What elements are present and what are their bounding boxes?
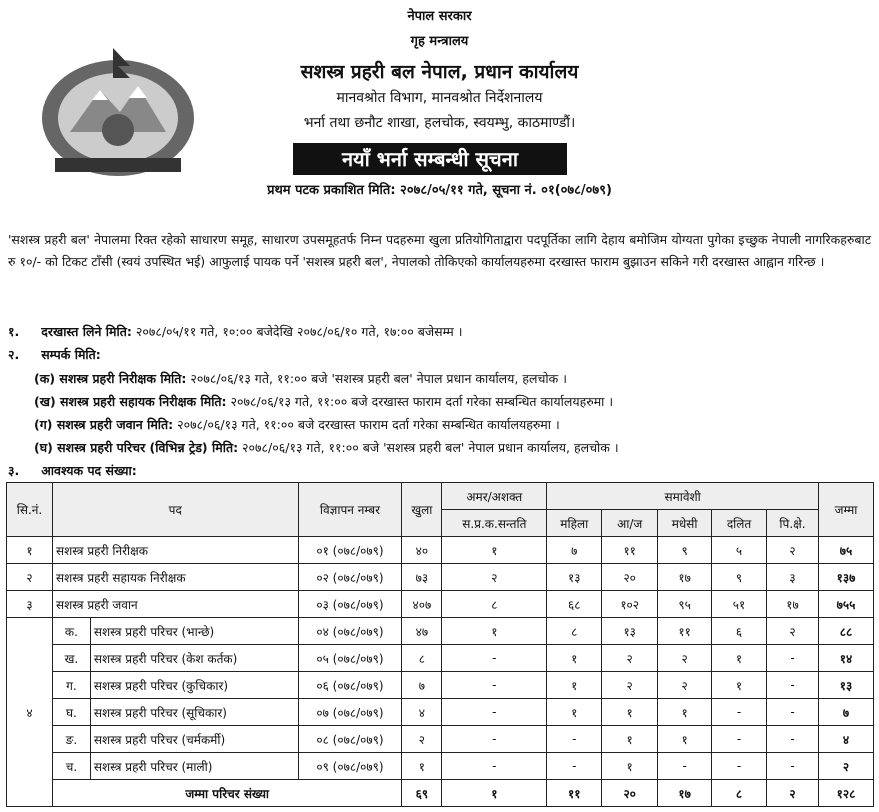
notice-title: नयाँ भर्ना सम्बन्धी सूचना [293, 143, 567, 175]
item-2c: (ग) सशस्त्र प्रहरी जवान मिति: २०७८/०६/१३ गते, ११:०० बजे दरखास्त फाराम दर्ता गरेका सम्बन्धित कार्यालयहरुमा । [34, 417, 560, 432]
posts-table [6, 482, 874, 807]
header-amar-sub: स.प्र.क.सन्तति [442, 510, 547, 537]
header-amar: अमर/अशक्त [442, 483, 547, 510]
table-row: ग. सशस्त्र प्रहरी परिचर (कुचिकार) ०६ (०७८/०७९) ७ - १ २ २ १ - १३ [7, 672, 874, 699]
nepal-emblem-logo [30, 40, 206, 182]
table-row: ख. सशस्त्र प्रहरी परिचर (केश कर्तक) ०५ (०७८/०७९) ८ - १ २ २ १ - १४ [7, 645, 874, 672]
header-sn: सि.नं. [7, 483, 53, 537]
department: मानवश्रोत विभाग, मानवश्रोत निर्देशनालय [336, 90, 543, 106]
item-3: ३. आवश्यक पद संख्या: [8, 463, 137, 478]
header-dalit: दलित [712, 510, 767, 537]
header-madhesi: मधेसी [658, 510, 712, 537]
intro-paragraph: 'सशस्त्र प्रहरी बल' नेपालमा रिक्त रहेको साधारण समूह, साधारण उपसमूहतर्फ निम्न पदहरुमा खुला प्रतियोगिताद्वारा पदपूर्तिका लागि देहाय बमोजिम योग्यता पुगेका इच्छुक नेपाली नागरिकहरुबाट रु १०/- को टिकट टाँसी (स्वयं उपस्थित भई) आफुलाई पायक पर्ने 'सशस्त्र प्रहरी बल', नेपालको तोकिएको कार्यालयहरुमा दरखास्त फाराम बुझाउन सकिने गरी दरखास्त आह्वान गरिन्छ । [8, 232, 871, 269]
publication-line: प्रथम पटक प्रकाशित मिति: २०७८/०५/११ गते, सूचना नं. ०१(०७८/०७९) [267, 183, 612, 198]
item-2b: (ख) सशस्त्र प्रहरी सहायक निरीक्षक मिति: २०७८/०६/१३ गते, ११:०० बजे दरखास्त फाराम दर्ता गरेका सम्बन्धित कार्यालयहरुमा । [34, 394, 614, 409]
table-row: २ सशस्त्र प्रहरी सहायक निरीक्षक ०२ (०७८/०७९) ७३ २ १३ २० १७ ९ ३ १३७ [7, 564, 874, 591]
total-row: जम्मा परिचर संख्या ६९ १ ११ २० १७ ८ २ १२८ [7, 780, 874, 807]
header-inclusive: समावेशी [547, 483, 819, 510]
branch-address: भर्ना तथा छनौट शाखा, हलचोक, स्वयम्भु, काठमाण्डौं। [303, 115, 576, 131]
header-women: महिला [547, 510, 602, 537]
table-row: ३ सशस्त्र प्रहरी जवान ०३ (०७८/०७९) ४०७ ८ ६८ १०२ ९५ ५१ १७ ७५५ [7, 591, 874, 618]
item-2d: (घ) सशस्त्र प्रहरी परिचर (विभिन्न ट्रेड) मिति: २०७८/०६/१३ गते, ११:०० बजे 'सशस्त्र प्रहरी बल' नेपाल प्रधान कार्यालय, हलचोक । [34, 440, 619, 455]
table-row: च. सशस्त्र प्रहरी परिचर (माली) ०९ (०७८/०७९) १ - - १ - - - २ [7, 753, 874, 780]
item-2a: (क) सशस्त्र प्रहरी निरीक्षक मिति: २०७८/०६/१३ गते, ११:०० बजे 'सशस्त्र प्रहरी बल' नेपाल प्रधान कार्यालय, हलचोक । [34, 371, 567, 386]
header-aj: आ/ज [602, 510, 658, 537]
header-line-1: नेपाल सरकार [407, 9, 472, 24]
header-adv-number: विज्ञापन नम्बर [298, 483, 402, 537]
table-row: ४ क. सशस्त्र प्रहरी परिचर (भान्छे) ०४ (०७८/०७९) ४७ १ ८ १३ ११ ६ २ ८८ [7, 618, 874, 645]
header-total: जम्मा [818, 483, 873, 537]
header-open: खुला [402, 483, 442, 537]
item-2: २. सम्पर्क मिति: [8, 347, 101, 362]
header-pk: पि.क्षे. [767, 510, 819, 537]
table-row: घ. सशस्त्र प्रहरी परिचर (सूचिकार) ०७ (०७८/०७९) ४ - १ १ १ - - ७ [7, 699, 874, 726]
org-name: सशस्त्र प्रहरी बल नेपाल, प्रधान कार्यालय [300, 61, 579, 83]
header-line-2: गृह मन्त्रालय [410, 34, 469, 49]
table-row: ङ. सशस्त्र प्रहरी परिचर (चर्मकर्मी) ०८ (०७८/०७९) २ - - १ १ - - ४ [7, 726, 874, 753]
item-1: १. दरखास्त लिने मिति: २०७८/०५/११ गते, १०:०० बजेदेखि २०७८/०६/१० गते, १७:०० बजेसम्म । [8, 324, 463, 339]
group-sn: ४ [7, 618, 53, 807]
table-row: १ सशस्त्र प्रहरी निरीक्षक ०१ (०७८/०७९) ४० १ ७ ११ ९ ५ २ ७५ [7, 537, 874, 564]
header-post: पद [52, 483, 298, 537]
